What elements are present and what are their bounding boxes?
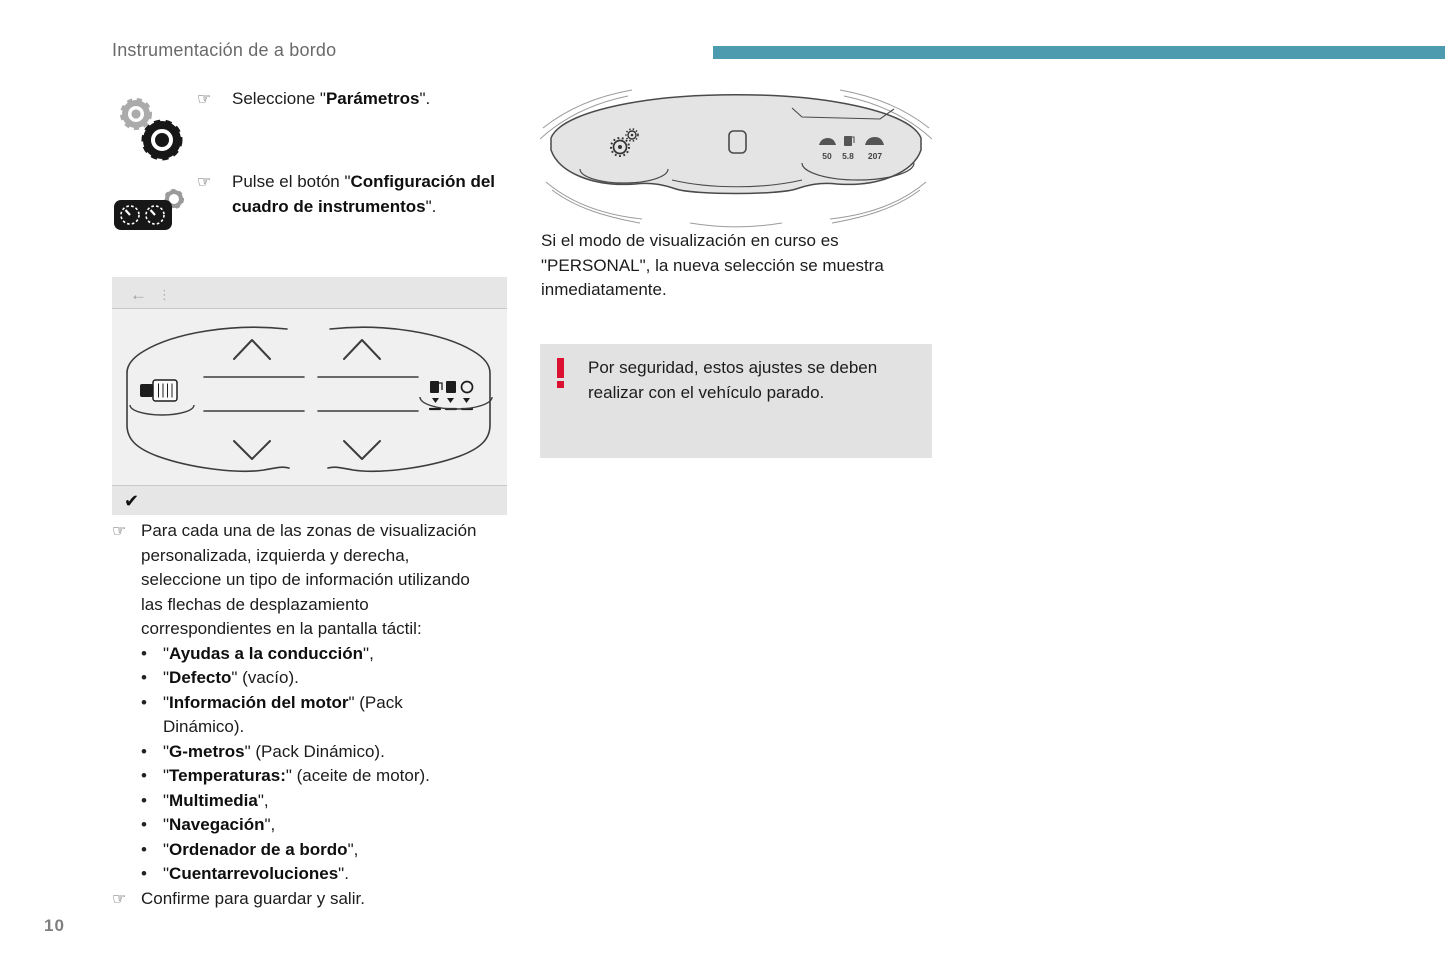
bullet: • <box>141 668 147 687</box>
gray-gear-icon <box>123 101 149 127</box>
warning-exclamation-icon <box>554 356 580 446</box>
hand-pointer-icon: ☞ <box>197 91 212 108</box>
hand-pointer-icon: ☞ <box>112 890 127 908</box>
instruction-step-1-text: Seleccione "Parámetros". <box>232 89 431 108</box>
display-options-list <box>112 642 492 887</box>
hand-pointer-icon: ☞ <box>197 174 212 191</box>
fuel-pump-icon <box>430 381 439 393</box>
instruction-step-1 <box>197 87 507 113</box>
back-arrow-icon: ← <box>130 285 147 304</box>
instrument-cluster-config-icon <box>112 186 192 239</box>
bullet: • <box>141 790 147 810</box>
left-text-block <box>112 519 492 912</box>
oil-icon <box>446 381 456 393</box>
menu-dots-icon: ⋮ <box>158 287 171 302</box>
list-item: • "Ordenador de a bordo", <box>141 838 492 863</box>
list-item: • "Defecto" (vacío). <box>141 666 492 691</box>
bullet: • <box>141 815 147 834</box>
list-item: • "G-metros" (Pack Dinámico). <box>141 740 492 765</box>
intro-paragraph: Para cada una de las zonas de visualización personalizada, izquierda y derecha, seleccione un tipo de información utilizando las flechas de desplazamiento correspondientes en la pantalla táctil: <box>141 521 477 638</box>
intro-paragraph-row <box>112 519 492 642</box>
average-speed-value: 50 <box>822 151 832 161</box>
confirm-row <box>112 887 492 913</box>
bullet: • <box>141 692 147 712</box>
bullet: • <box>141 839 147 859</box>
black-gear-icon <box>145 123 179 157</box>
list-item: • "Temperaturas:" (aceite de motor). <box>141 764 492 789</box>
instruction-step-2-text: Pulse el botón "Configuración del cuadro de instrumentos". <box>232 172 496 216</box>
bullet: • <box>141 864 147 883</box>
fuel-consumption-value: 5.8 <box>842 151 854 161</box>
page-title: Instrumentación de a bordo <box>112 40 337 60</box>
hand-pointer-icon: ☞ <box>112 523 127 540</box>
list-item: • "Información del motor" (Pack Dinámico). <box>141 691 492 740</box>
bullet: • <box>141 741 147 761</box>
confirm-check-icon: ✔ <box>124 491 140 511</box>
instrument-cluster-illustration <box>540 84 932 228</box>
bullet: • <box>141 643 147 663</box>
fuel-consumption-icon <box>844 136 852 146</box>
personal-mode-paragraph: Si el modo de visualización en curso es "PERSONAL", la nueva selección se muestra inmediatamente. <box>541 231 884 299</box>
list-item: • "Navegación", <box>141 813 492 838</box>
safety-warning-box <box>540 344 932 458</box>
cluster-icon <box>114 200 172 230</box>
bullet: • <box>141 766 147 785</box>
touchscreen-settings-illustration <box>112 277 507 515</box>
settings-gears-icon <box>112 88 192 173</box>
list-item: • "Ayudas a la conducción", <box>141 642 492 667</box>
accent-bar <box>713 46 1445 59</box>
list-item: • "Multimedia", <box>141 789 492 814</box>
range-value: 207 <box>867 151 883 161</box>
page-number: 10 <box>44 916 65 935</box>
warning-text: Por seguridad, estos ajustes se deben realizar con el vehículo parado. <box>588 358 878 402</box>
list-item: • "Cuentarrevoluciones". <box>141 862 492 887</box>
instruction-step-2 <box>197 170 507 219</box>
trip-values <box>822 151 882 161</box>
confirm-text: Confirme para guardar y salir. <box>141 888 365 908</box>
